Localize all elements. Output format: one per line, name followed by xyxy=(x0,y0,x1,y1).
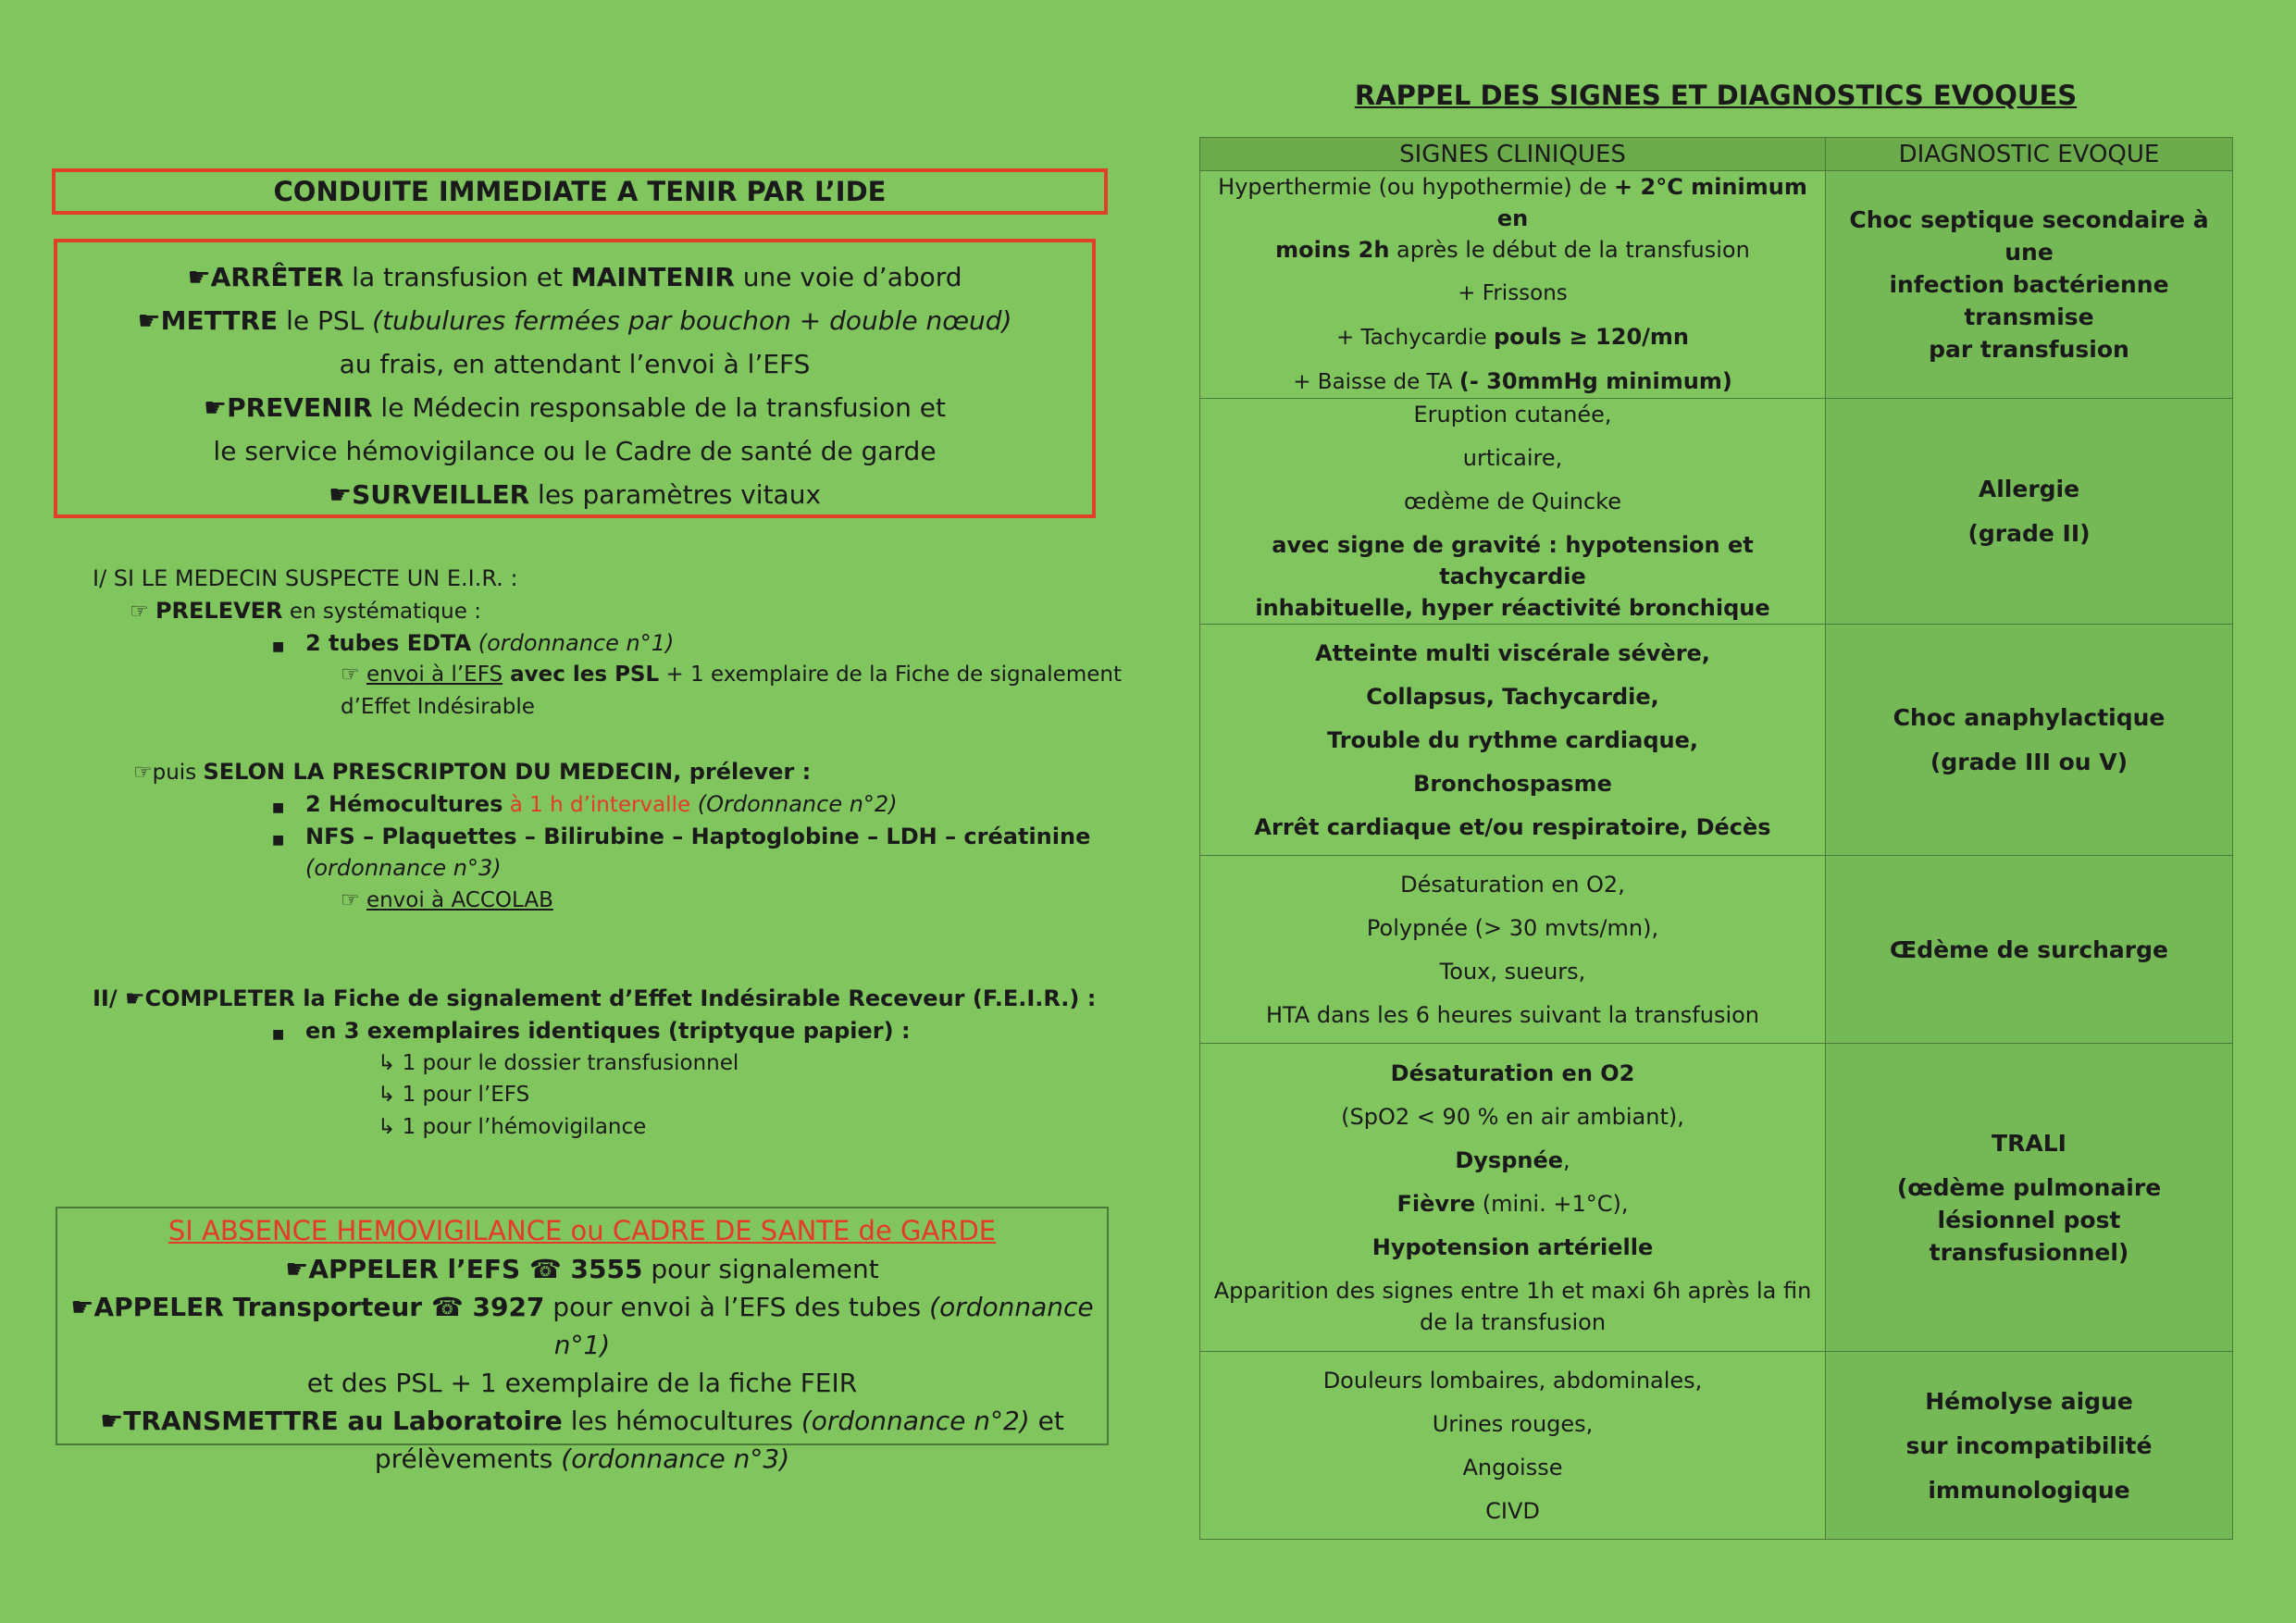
diagnostic-cell: Œdème de surcharge xyxy=(1826,856,2233,1044)
table-row xyxy=(1200,1352,2233,1540)
arrow-icon: ↳ xyxy=(378,1083,403,1107)
signs-cell: Hyperthermie (ou hypothermie) de + 2°C minimum en moins 2h après le début de la transfusion + Frissons + Tachycardie pouls ≥ 120/mn + Baisse de TA (- 30mmHg minimum) xyxy=(1200,171,1826,399)
hand-pointer-icon: ☛ xyxy=(285,1254,309,1284)
absence-line1: ☛APPELER l’EFS ☎ 3555 pour signalement xyxy=(285,1254,879,1284)
hand-pointer-icon: ☛ xyxy=(187,262,211,292)
hand-pointer-icon: ☛ xyxy=(203,392,228,423)
square-bullet-icon: ■ xyxy=(272,639,285,654)
conduite-title: CONDUITE IMMEDIATE A TENIR PAR L’IDE xyxy=(273,176,887,207)
nfs-ordonnance: (ordonnance n°3) xyxy=(305,855,502,881)
signs-cell: Atteinte multi viscérale sévère, Collapsus, Tachycardie, Trouble du rythme cardiaque, Bronchospasme Arrêt cardiaque et/ou respiratoire, Décès xyxy=(1200,625,1826,856)
hand-pointer-icon: ☛ xyxy=(137,305,161,336)
exemplaire-item: ↳ 1 pour le dossier transfusionnel xyxy=(378,1051,739,1075)
exemplaire-item: ↳ 1 pour l’hémovigilance xyxy=(378,1115,647,1139)
signs-cell: Désaturation en O2 (SpO2 < 90 % en air ambiant), Dyspnée, Fièvre (mini. +1°C), Hypotension artérielle Apparition des signes entre 1h et maxi 6h après la fin de la transfusion xyxy=(1200,1044,1826,1352)
hand-pointer-icon: ☞ xyxy=(341,888,366,912)
signs-cell: Désaturation en O2, Polypnée (> 30 mvts/mn), Toux, sueurs, HTA dans les 6 heures suivant la transfusion xyxy=(1200,856,1826,1044)
signs-cell: Douleurs lombaires, abdominales, Urines rouges, Angoisse CIVD xyxy=(1200,1352,1826,1540)
square-bullet-icon: ■ xyxy=(272,800,285,815)
signs-diagnostics-table xyxy=(1199,137,2233,1540)
rappel-title: RAPPEL DES SIGNES ET DIAGNOSTICS EVOQUES xyxy=(1354,80,2078,111)
absence-line4: ☛TRANSMETTRE au Laboratoire les hémocultures (ordonnance n°2) et xyxy=(100,1406,1064,1436)
absence-box xyxy=(56,1207,1109,1474)
immediate-actions-box xyxy=(54,239,1096,518)
table-row xyxy=(1200,171,2233,399)
table-row xyxy=(1200,856,2233,1044)
action-prevenir: ☛PREVENIR le Médecin responsable de la transfusion et xyxy=(203,392,946,423)
hand-pointer-icon: ☞ xyxy=(130,600,155,624)
hand-pointer-icon: ☛ xyxy=(100,1406,124,1436)
diagnostic-cell: Choc anaphylactique (grade III ou V) xyxy=(1826,625,2233,856)
selon-line: ☞puis SELON LA PRESCRIPTON DU MEDECIN, prélever : xyxy=(133,759,812,785)
nfs-line: NFS – Plaquettes – Bilirubine – Haptoglobine – LDH – créatinine xyxy=(305,824,1091,849)
hand-pointer-icon: ☞ xyxy=(341,663,366,687)
diagnostic-cell: Choc septique secondaire à une infection bactérienne transmise par transfusion xyxy=(1826,171,2233,399)
absence-line2: ☛APPELER Transporteur ☎ 3927 pour envoi à l’EFS des tubes (ordonnance n°1) xyxy=(70,1292,1094,1360)
envoi-efs-line: ☞ envoi à l’EFS avec les PSL + 1 exemplaire de la Fiche de signalement xyxy=(341,663,1122,687)
arrow-icon: ↳ xyxy=(378,1115,403,1139)
section1-title: I/ SI LE MEDECIN SUSPECTE UN E.I.R. : xyxy=(93,565,518,591)
diagnostic-cell: Hémolyse aigue sur incompatibilité immunologique xyxy=(1826,1352,2233,1540)
signs-cell: Eruption cutanée, urticaire, œdème de Quincke avec signe de gravité : hypotension et tachycardie inhabituelle, hyper réactivité bronchique xyxy=(1200,399,1826,625)
diagnostic-cell: Allergie (grade II) xyxy=(1826,399,2233,625)
square-bullet-icon: ■ xyxy=(272,1027,285,1042)
envoi-efs-line2: d’Effet Indésirable xyxy=(341,695,535,719)
table-header-row xyxy=(1200,138,2233,171)
square-bullet-icon: ■ xyxy=(272,833,285,848)
accolab-line: ☞ envoi à ACCOLAB xyxy=(341,888,553,912)
table-row xyxy=(1200,625,2233,856)
tubes-line: 2 tubes EDTA (ordonnance n°1) xyxy=(305,630,675,656)
absence-line3: et des PSL + 1 exemplaire de la fiche FEIR xyxy=(306,1368,858,1398)
hand-pointer-icon: ☛ xyxy=(124,985,145,1011)
action-mettre-line2: au frais, en attendant l’envoi à l’EFS xyxy=(339,349,811,379)
table-row xyxy=(1200,399,2233,625)
exemplaires-line: en 3 exemplaires identiques (triptyque papier) : xyxy=(305,1018,911,1044)
column-header-diagnostic: DIAGNOSTIC EVOQUE xyxy=(1826,138,2233,171)
action-surveiller: ☛SURVEILLER les paramètres vitaux xyxy=(328,479,822,510)
absence-title: SI ABSENCE HEMOVIGILANCE ou CADRE DE SANTE de GARDE xyxy=(168,1215,997,1246)
section2-title: II/ ☛COMPLETER la Fiche de signalement d’Effet Indésirable Receveur (F.E.I.R.) : xyxy=(93,985,1097,1011)
action-mettre: ☛METTRE le PSL (tubulures fermées par bouchon + double nœud) xyxy=(137,305,1012,336)
table-row xyxy=(1200,1044,2233,1352)
column-header-signes: SIGNES CLINIQUES xyxy=(1200,138,1826,171)
conduite-title-box xyxy=(52,168,1108,215)
exemplaire-item: ↳ 1 pour l’EFS xyxy=(378,1083,530,1107)
diagnostic-cell: TRALI (œdème pulmonaire lésionnel post transfusionnel) xyxy=(1826,1044,2233,1352)
hand-pointer-icon: ☞ xyxy=(133,761,153,785)
prelever-line: ☞ PRELEVER en systématique : xyxy=(130,598,481,624)
action-prevenir-line2: le service hémovigilance ou le Cadre de santé de garde xyxy=(213,436,937,466)
hand-pointer-icon: ☛ xyxy=(70,1292,94,1322)
hand-pointer-icon: ☛ xyxy=(328,479,353,510)
hemocultures-line: 2 Hémocultures à 1 h d’intervalle (Ordonnance n°2) xyxy=(305,791,898,817)
action-arreter: ☛ARRÊTER la transfusion et MAINTENIR une voie d’abord xyxy=(187,262,962,292)
absence-line5: prélèvements (ordonnance n°3) xyxy=(374,1443,790,1474)
arrow-icon: ↳ xyxy=(378,1051,403,1075)
